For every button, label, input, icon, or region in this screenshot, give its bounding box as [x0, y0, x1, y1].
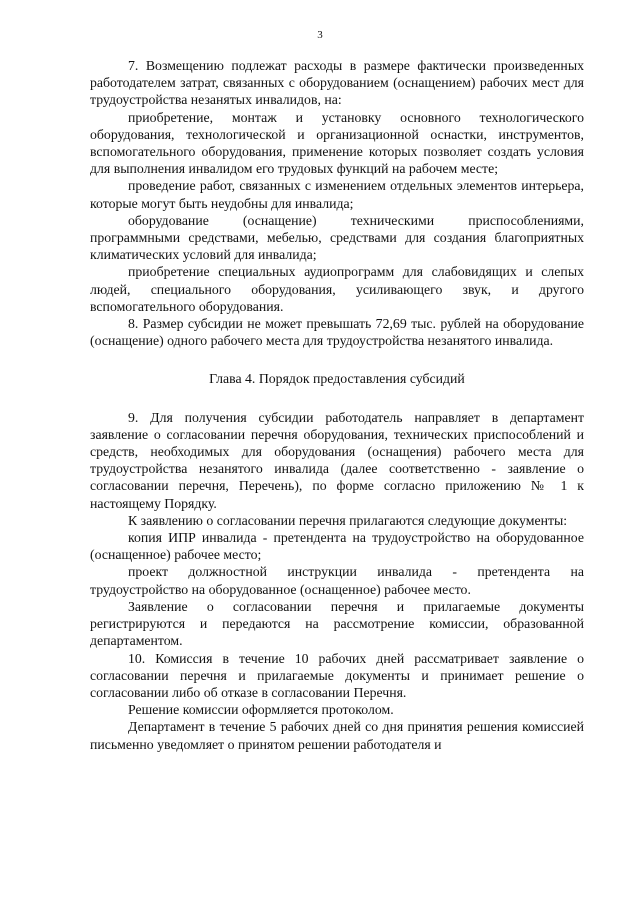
paragraph-7-item-2: проведение работ, связанных с изменением отдельных элементов интерьера, которые могут быть неудобны для инвалида; — [90, 178, 584, 211]
paragraph-7-item-1: приобретение, монтаж и установку основного технологического оборудования, технологической и организационной оснастки, инструментов, вспомогательного оборудования, применение которых позволяет создать условия для выполнения инвалидом его трудовых функций на рабочем месте; — [90, 109, 584, 177]
paragraph-9-registration: Заявление о согласовании перечня и прилагаемые документы регистрируются и передаются на рассмотрение комиссии, образованной департаментом. — [90, 598, 584, 649]
paragraph-7-item-3: оборудование (оснащение) техническими приспособлениями, программными средствами, мебелью, средствами для создания благоприятных климатических условий для инвалида; — [90, 212, 584, 263]
paragraph-8: 8. Размер субсидии не может превышать 72,69 тыс. рублей на оборудование (оснащение) одного рабочего места для трудоустройства незанятого инвалида. — [90, 316, 584, 349]
paragraph-7-item-4: приобретение специальных аудиопрограмм для слабовидящих и слепых людей, специального оборудования, усиливающего звук, и другого вспомогательного оборудования. — [90, 264, 584, 314]
document-body — [90, 57, 584, 753]
paragraph-7: 7. Возмещению подлежат расходы в размере фактически произведенных работодателем затрат, связанных с оборудованием (оснащением) рабочих мест для трудоустройства незанятых инвалидов, на: — [90, 58, 584, 108]
page-number: 3 — [317, 29, 323, 41]
paragraph-10-notification: Департамент в течение 5 рабочих дней со дня принятия решения комиссией письменно уведомляет о принятом решении работодателя и — [90, 719, 584, 752]
paragraph-10-protocol: Решение комиссии оформляется протоколом. — [128, 702, 394, 718]
paragraph-9: 9. Для получения субсидии работодатель направляет в департамент заявление о согласовании перечня оборудования, технических приспособлений и средств, необходимых для оборудования (оснащения) рабочего места для трудоустройства незанятого инвалида (далее соответственно - заявление о согласовании перечня, Перечень), по форме согласно приложению № 1 к настоящему Порядку. — [90, 409, 584, 511]
paragraph-10: 10. Комиссия в течение 10 рабочих дней рассматривает заявление о согласовании перечня и прилагаемые документы и принимает решение о согласовании либо об отказе в согласовании Перечня. — [90, 650, 584, 700]
paragraph-9-attachments: К заявлению о согласовании перечня прилагаются следующие документы: — [128, 512, 568, 528]
chapter-title: Глава 4. Порядок предоставления субсидий — [209, 371, 465, 387]
paragraph-9-attachment-2: проект должностной инструкции инвалида - претендента на трудоустройство на оборудованное (оснащенное) рабочее место. — [90, 564, 584, 597]
paragraph-9-attachment-1: копия ИПР инвалида - претендента на трудоустройство на оборудованное (оснащенное) рабочее место; — [90, 530, 584, 563]
